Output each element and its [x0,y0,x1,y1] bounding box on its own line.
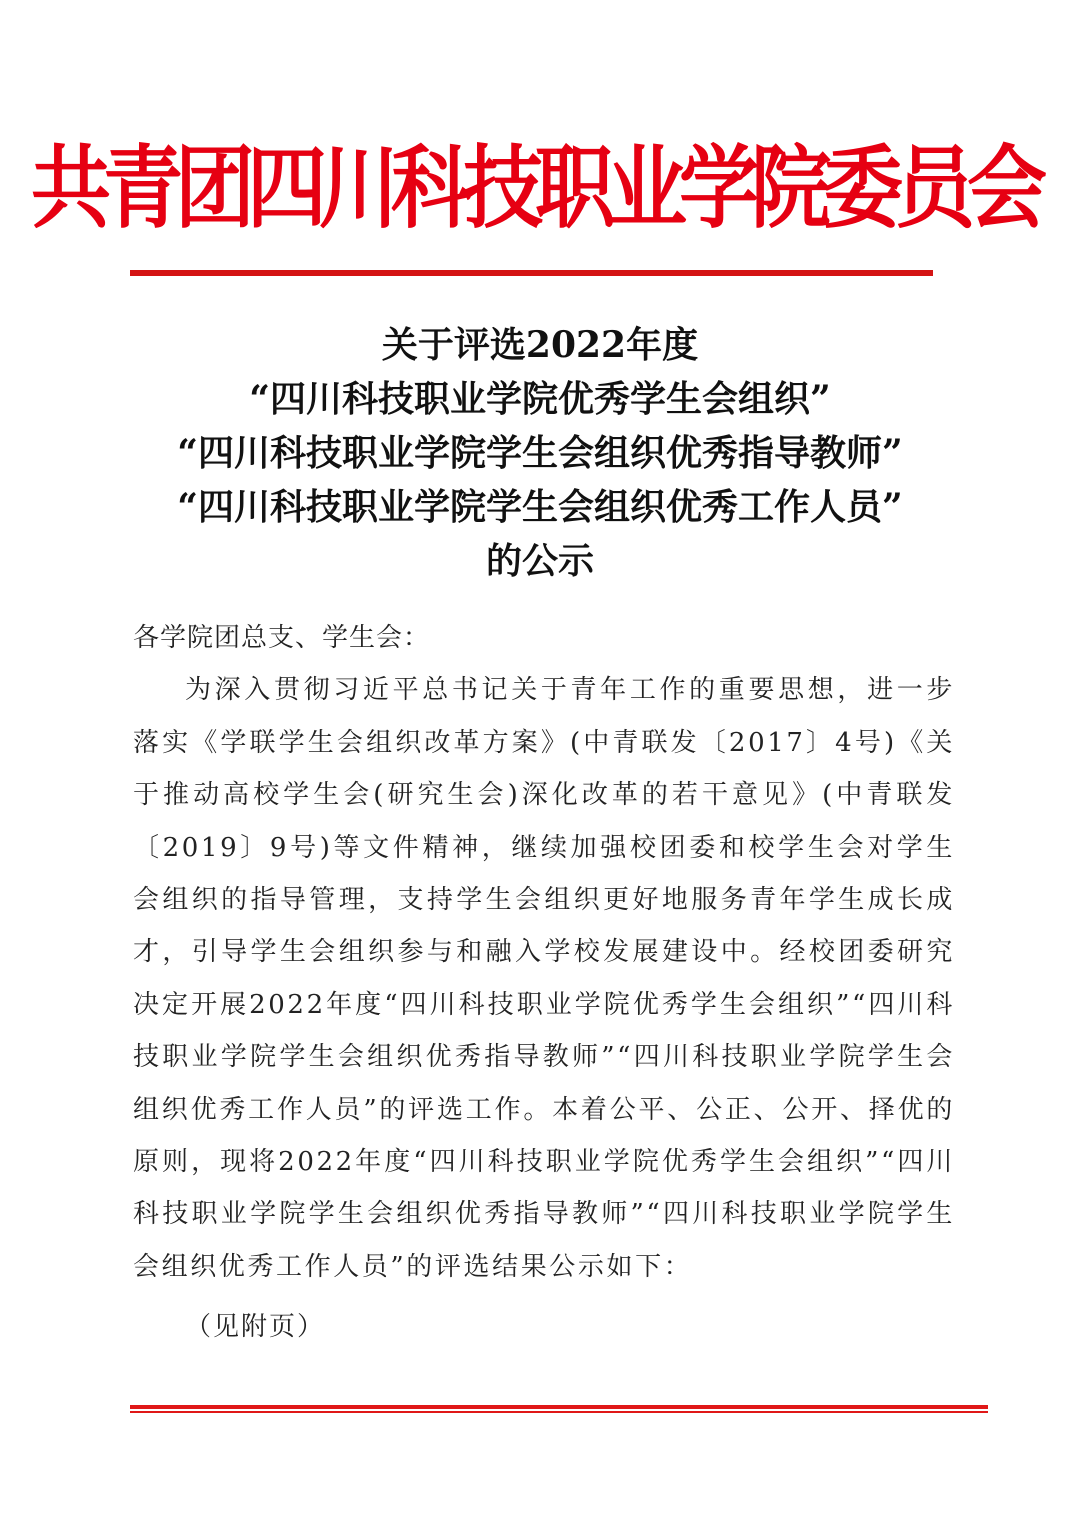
title-line: 关于评选2022年度 [381,324,699,366]
footer-red-rule [130,1405,988,1413]
title-line: “四川科技职业学院优秀学生会组织” [249,378,831,420]
title-line: 的公示 [485,540,594,582]
document-body [133,612,955,1354]
organization-name: 共青团四川科技职业学院委员会 [31,136,1039,241]
title-line: “四川科技职业学院学生会组织优秀指导教师” [177,432,903,474]
masthead [31,128,1039,250]
title-line: “四川科技职业学院学生会组织优秀工作人员” [177,486,903,528]
salutation: 各学院团总支、学生会： [133,623,431,653]
document-title [100,318,980,588]
header-red-rule [130,270,933,276]
attachment-note: （见附页） [185,1312,326,1343]
body-paragraph: 为深入贯彻习近平总书记关于青年工作的重要思想，进一步落实《学联学生会组织改革方案》(中青联发〔2017〕4号)《关于推动高校学生会(研究生会)深化改革的若干意见》(中青联发〔2019〕9号)等文件精神，继续加强校团委和校学生会对学生会组织的指导管理，支持学生会组织更好地服务青年学生成长成才，引导学生会组织参与和融入学校发展建设中。经校团委研究决定开展2022年度“四川科技职业学院优秀学生会组织”“四川科技职业学院学生会组织优秀指导教师”“四川科技职业学院学生会组织优秀工作人员”的评选工作。本着公平、公正、公开、择优的原则，现将2022年度“四川科技职业学院优秀学生会组织”“四川科技职业学院学生会组织优秀指导教师”“四川科技职业学院学生会组织优秀工作人员”的评选结果公示如下： [133,675,955,1282]
